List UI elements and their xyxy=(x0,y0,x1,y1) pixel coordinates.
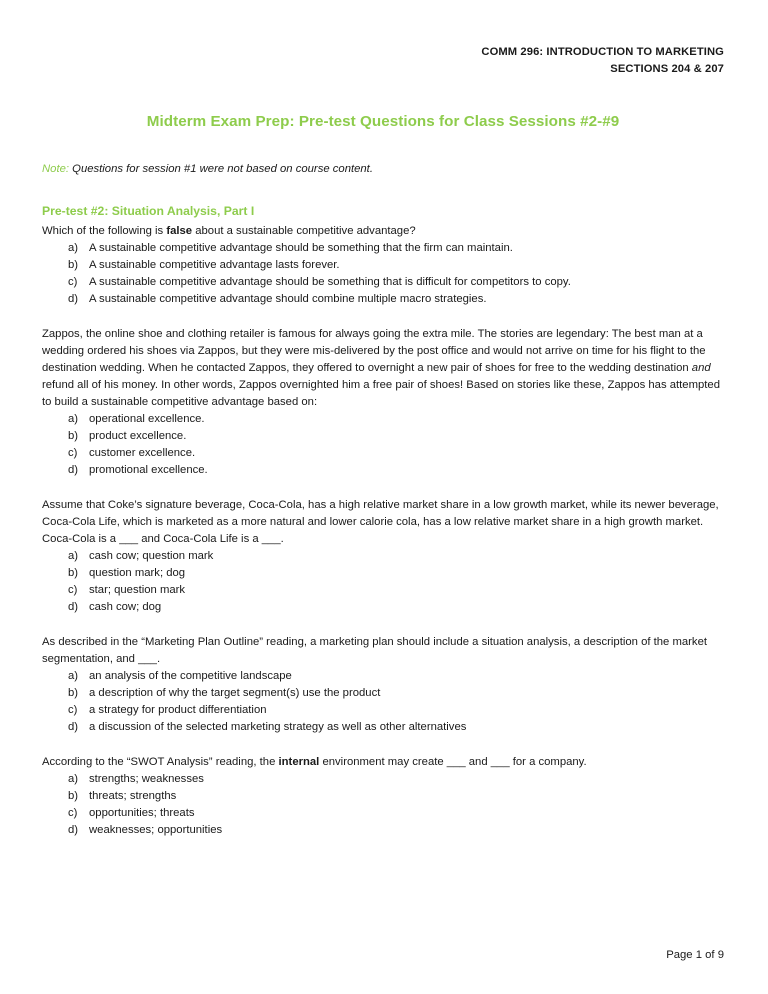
answer-choice-marker: a) xyxy=(68,670,79,682)
answer-choice-text: A sustainable competitive advantage should be something that is difficult for competitors to copy. xyxy=(89,276,571,288)
answer-choice[interactable] xyxy=(42,462,724,479)
answer-choice-text: customer excellence. xyxy=(89,447,196,459)
answer-choice-marker: b) xyxy=(68,430,79,442)
answer-choice-marker: c) xyxy=(68,807,78,819)
answer-choice-marker: b) xyxy=(68,790,79,802)
page-title: Midterm Exam Prep: Pre-test Questions for Class Sessions #2-#9 xyxy=(146,113,620,130)
answer-choice[interactable] xyxy=(42,788,724,805)
document-header xyxy=(42,44,724,78)
question-stem-fragment: Assume that Coke’s signature beverage, Coca-Cola, has a high relative market share in a low growth market, while its newer beverage, Coca-Cola Life, which is marketed as a more natural and lower calorie cola, has a low relative market share in a high growth market. Coca-Cola is a ___ and Coca-Cola Life is a ___. xyxy=(42,499,719,545)
answer-choice[interactable] xyxy=(42,548,724,565)
question-stem-fragment: As described in the “Marketing Plan Outline” reading, a marketing plan should include a situation analysis, a description of the market segmentation, and ___. xyxy=(42,636,707,665)
answer-choice[interactable] xyxy=(42,240,724,257)
answer-choice-text: A sustainable competitive advantage should be something that the firm can maintain. xyxy=(89,242,513,254)
answer-choice-text: cash cow; question mark xyxy=(89,550,214,562)
page-footer: Page 1 of 9 xyxy=(666,949,724,961)
question-stem xyxy=(42,223,724,240)
question-block xyxy=(42,326,724,479)
question-stem xyxy=(42,497,724,548)
answer-choice[interactable] xyxy=(42,274,724,291)
answer-choice[interactable] xyxy=(42,582,724,599)
answer-choice-text: a discussion of the selected marketing strategy as well as other alternatives xyxy=(89,721,467,733)
course-sections-line: SECTIONS 204 & 207 xyxy=(610,63,724,75)
answer-choice-text: cash cow; dog xyxy=(89,601,162,613)
answer-choice-text: star; question mark xyxy=(89,584,186,596)
answer-choice-list xyxy=(42,548,724,616)
answer-choice-text: weaknesses; opportunities xyxy=(89,824,223,836)
answer-choice-marker: d) xyxy=(68,464,79,476)
answer-choice-marker: b) xyxy=(68,567,79,579)
section-heading: Pre-test #2: Situation Analysis, Part I xyxy=(42,204,255,218)
answer-choice[interactable] xyxy=(42,719,724,736)
answer-choice[interactable] xyxy=(42,668,724,685)
answer-choice-text: A sustainable competitive advantage lasts forever. xyxy=(89,259,340,271)
answer-choice[interactable] xyxy=(42,685,724,702)
answer-choice[interactable] xyxy=(42,822,724,839)
note-label: Note: xyxy=(42,163,70,175)
answer-choice[interactable] xyxy=(42,599,724,616)
answer-choice[interactable] xyxy=(42,291,724,308)
answer-choice-marker: b) xyxy=(68,259,79,271)
answer-choice-text: strengths; weaknesses xyxy=(89,773,204,785)
question-stem-fragment: and xyxy=(691,362,711,374)
answer-choice-text: a strategy for product differentiation xyxy=(89,704,267,716)
answer-choice-marker: a) xyxy=(68,413,79,425)
answer-choice-text: operational excellence. xyxy=(89,413,205,425)
questions-container xyxy=(42,223,724,839)
course-title-line: COMM 296: INTRODUCTION TO MARKETING xyxy=(481,46,724,58)
note-text: Questions for session #1 were not based on course content. xyxy=(69,163,373,175)
answer-choice-marker: d) xyxy=(68,824,79,836)
question-stem-fragment: false xyxy=(166,225,193,237)
answer-choice[interactable] xyxy=(42,702,724,719)
question-stem-fragment: According to the “SWOT Analysis” reading, the xyxy=(42,756,279,768)
question-stem-fragment: Which of the following is xyxy=(42,225,167,237)
question-block xyxy=(42,223,724,308)
answer-choice-text: promotional excellence. xyxy=(89,464,208,476)
answer-choice-text: A sustainable competitive advantage should combine multiple macro strategies. xyxy=(89,293,487,305)
answer-choice[interactable] xyxy=(42,805,724,822)
answer-choice-marker: c) xyxy=(68,276,78,288)
question-block xyxy=(42,754,724,839)
question-block xyxy=(42,634,724,736)
answer-choice-text: opportunities; threats xyxy=(89,807,195,819)
answer-choice-marker: c) xyxy=(68,447,78,459)
question-stem-fragment: about a sustainable competitive advantage? xyxy=(192,225,416,237)
answer-choice-marker: c) xyxy=(68,704,78,716)
answer-choice[interactable] xyxy=(42,445,724,462)
answer-choice-text: question mark; dog xyxy=(89,567,186,579)
note-line xyxy=(42,161,724,178)
answer-choice[interactable] xyxy=(42,771,724,788)
answer-choice-marker: a) xyxy=(68,550,79,562)
answer-choice-marker: d) xyxy=(68,293,79,305)
answer-choice-list xyxy=(42,668,724,736)
answer-choice-marker: a) xyxy=(68,773,79,785)
answer-choice-marker: a) xyxy=(68,242,79,254)
answer-choice-marker: c) xyxy=(68,584,78,596)
question-stem-fragment: internal xyxy=(278,756,320,768)
question-stem-fragment: environment may create ___ and ___ for a company. xyxy=(319,756,587,768)
answer-choice-text: product excellence. xyxy=(89,430,187,442)
answer-choice-text: a description of why the target segment(s) use the product xyxy=(89,687,381,699)
question-stem-fragment: refund all of his money. In other words, Zappos overnighted him a free pair of shoes! Based on stories like these, Zappos has attempted to build a sustainable competitive advantage based on: xyxy=(42,379,720,408)
answer-choice[interactable] xyxy=(42,428,724,445)
answer-choice[interactable] xyxy=(42,257,724,274)
question-stem xyxy=(42,634,724,668)
question-stem xyxy=(42,326,724,411)
question-stem-fragment: Zappos, the online shoe and clothing retailer is famous for always going the extra mile. The stories are legendary: The best man at a wedding ordered his shoes via Zappos, but they were mis-delivered by the post office and would not arrive on time for his flight to the destination wedding. When he contacted Zappos, they offered to overnight a new pair of shoes for free to the wedding destination xyxy=(42,328,706,374)
answer-choice-marker: b) xyxy=(68,687,79,699)
answer-choice-marker: d) xyxy=(68,721,79,733)
answer-choice-list xyxy=(42,240,724,308)
answer-choice[interactable] xyxy=(42,411,724,428)
answer-choice-list xyxy=(42,411,724,479)
answer-choice-text: an analysis of the competitive landscape xyxy=(89,670,292,682)
answer-choice[interactable] xyxy=(42,565,724,582)
question-stem xyxy=(42,754,724,771)
answer-choice-list xyxy=(42,771,724,839)
answer-choice-marker: d) xyxy=(68,601,79,613)
question-block xyxy=(42,497,724,616)
answer-choice-text: threats; strengths xyxy=(89,790,177,802)
